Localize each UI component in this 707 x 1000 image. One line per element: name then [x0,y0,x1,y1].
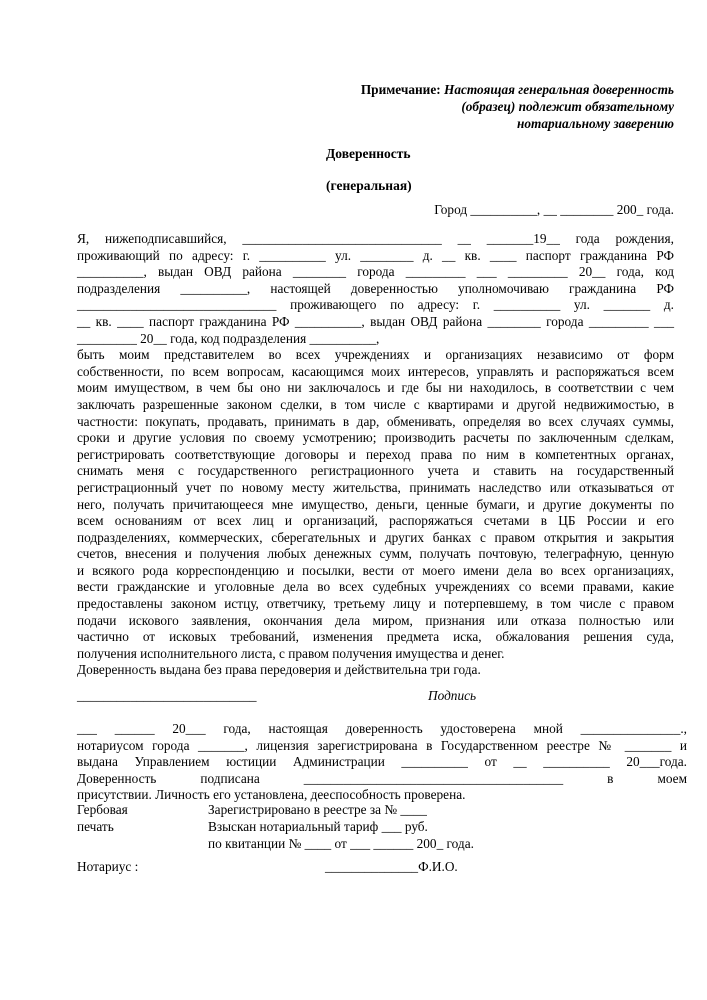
stamp-row [77,836,677,853]
document-title: Доверенность [326,146,411,161]
signature-label: Подпись [428,688,477,703]
power-of-attorney-body [77,231,674,679]
body-line: вести гражданские и уголовные дела во всех судебных учреждениях со всеми правами, какие [77,579,674,595]
notary-label: Нотариус : [77,859,139,874]
notary-footer [77,859,577,877]
note-block [254,81,674,132]
body-line: всем основаниям от всех лиц и организаций, распоряжаться счетами в ЦБ России и его [77,513,674,529]
body-line: подразделениях, коммерческих, сберегательных и других банках с правом открытия и закрытия [77,529,674,545]
notary-line: присутствии. Личность его установлена, дееспособность проверена. [77,787,466,803]
body-line: быть моим представителем во всех учреждениях и организациях независимо от форм [77,347,674,363]
notary-line: Доверенность подписана _______________________________________ в моем [77,770,687,786]
notary-certification [77,721,687,804]
body-line: заключать разрешенные законом сделки, в том числе с квартирами и другой недвижимостью, в [77,396,674,412]
note-text-2: (образец) подлежит обязательному [461,99,674,114]
body-line: моим имуществом, в чем бы оно ни заключалось и где бы ни находилось, в соответствии с чем [77,380,674,396]
signature-row [77,688,674,706]
body-line: Я, нижеподписавшийся, ______________________________ __ _______19__ года рождения, [77,231,674,246]
body-line: предоставлены законом истцу, ответчику, третьему лицу и потерпевшему, в том числе с правом [77,596,674,612]
stamp-label: печать [77,819,114,834]
body-line: собственности, по всем вопросам, касающимся моих интересов, управлять и распоряжаться всем [77,363,674,379]
city-date-line: Город __________, __ ________ 200_ года. [434,202,674,217]
stamp-row [77,819,677,836]
body-line: регистрировать соответствующие договоры и переход права по ним в компетентных органах, [77,446,674,462]
notary-line: выдана Управлением юстиции Администрации __________ от __ __________ 20___года. [77,754,687,770]
registry-text: Взыскан нотариальный тариф ___ руб. [208,819,428,834]
body-line: и всякого рода корреспонденцию и посылки, вести от моего имени дела во всех организациях, [77,562,674,578]
body-line: _________ 20__ года, код подразделения __________, [77,330,380,346]
body-line: сроки и другие условия по своему усмотрению; производить расчеты по заключенным сделкам, [77,430,674,446]
body-line: __ кв. ____ паспорт гражданина РФ __________, выдан ОВД района ________ города _________ ___ [77,313,674,329]
registry-text: по квитанции № ____ от ___ ______ 200_ года. [208,836,474,851]
document-subtitle: (генеральная) [326,178,412,193]
signature-blank: ___________________________ [77,688,257,703]
body-line: проживающий по адресу: г. __________ ул. ________ д. __ кв. ____ паспорт гражданина РФ [77,247,674,263]
body-line: снимать меня с государственного регистрационного учета и ставить на государственный [77,463,674,479]
body-line: ______________________________ проживающего по адресу: г. __________ ул. _______ д. [77,297,674,313]
notary-line: ___ ______ 20___ года, настоящая доверенность удостоверена мной _______________., [77,721,687,736]
body-line: частности: покупать, продавать, принимать в дар, обменивать, определяя во всех случаях суммы, [77,413,674,429]
body-line: регистрационный учет по новому месту жительства, принимать наследство или отказываться от [77,479,674,495]
note-text-1: Настоящая генеральная доверенность [444,82,674,97]
note-label: Примечание: [360,82,441,97]
note-text-3: нотариальному заверению [516,116,674,131]
body-line: получения исполнительного листа, с правом получения имущества и денег. [77,645,505,661]
stamp-row [77,802,677,819]
body-line: подразделения __________, настоящей доверенностью уполномочиваю гражданина РФ [77,280,674,296]
body-line: счетов, внесения и получения любых денежных сумм, получать почтовую, телеграфную, ценную [77,546,674,562]
body-line: частично от исковых требований, изменения предмета иска, обжалования решения суда, [77,629,674,645]
stamp-registry-block [77,802,677,853]
stamp-label: Гербовая [77,802,128,817]
notary-signature-name: ______________Ф.И.О. [325,859,458,874]
notary-line: нотариусом города _______, лицензия зарегистрирована в Государственном реестре № _______ и [77,737,687,753]
note-line-1 [254,81,674,98]
body-line: Доверенность выдана без права передоверия и действительна три года. [77,662,481,678]
body-line: __________, выдан ОВД района ________ города _________ ___ _________ 20__ года, код [77,264,674,280]
body-line: него, получать причитающееся мне имущество, деньги, ценные бумаги, и другие документы по [77,496,674,512]
body-line: подачи искового заявления, окончания дела миром, признания или отказа полностью или [77,612,674,628]
registry-text: Зарегистрировано в реестре за № ____ [208,802,427,817]
